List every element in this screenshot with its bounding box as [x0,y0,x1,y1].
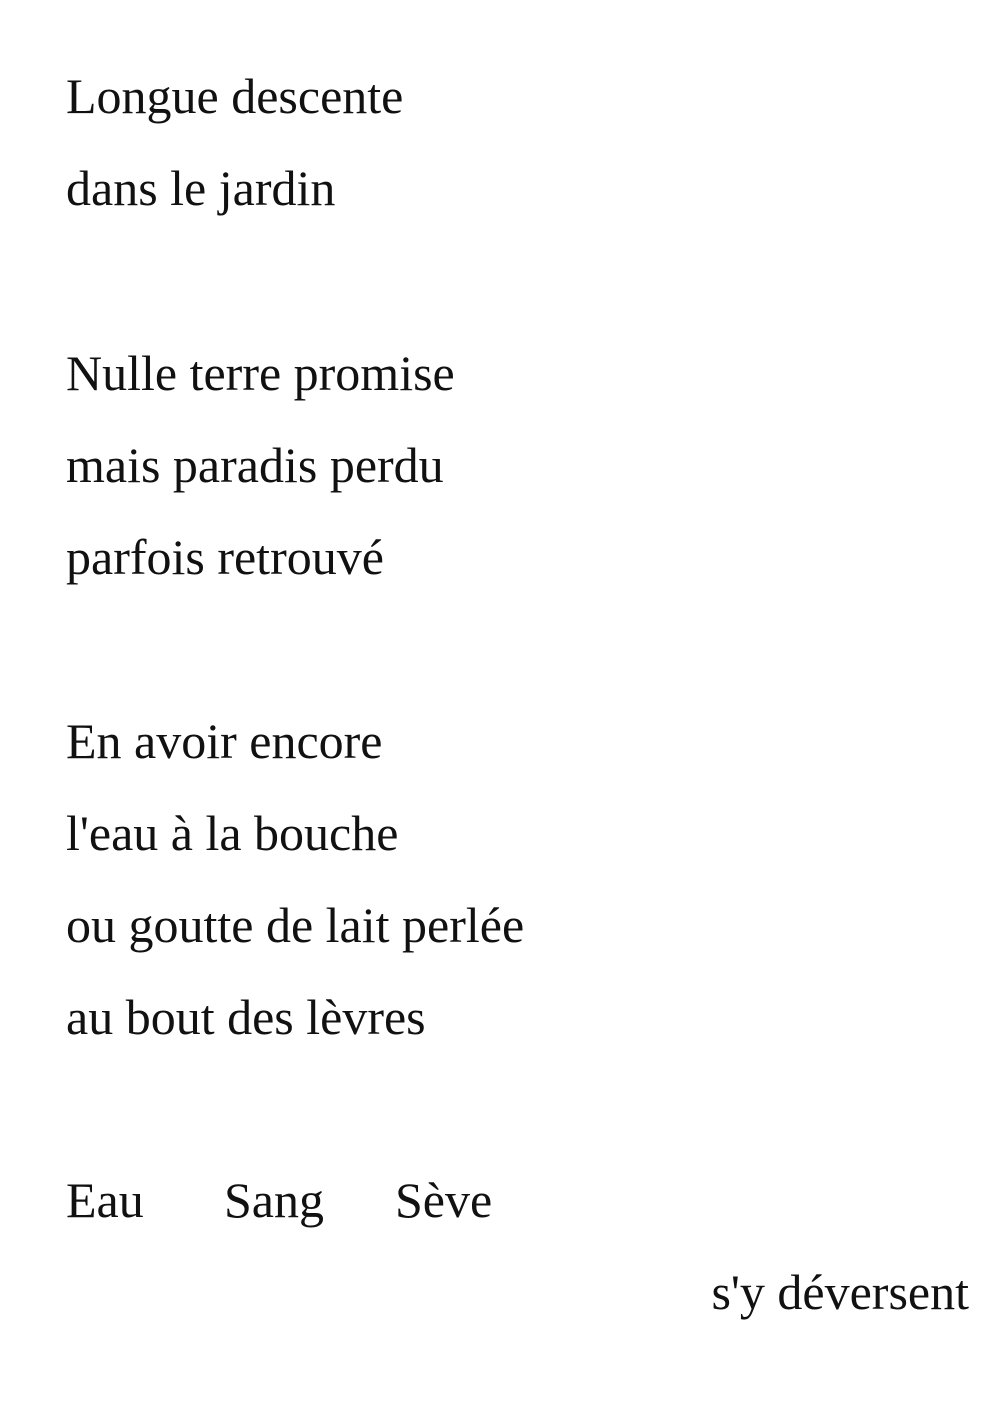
poem-line: En avoir encore [66,713,383,769]
poem-line: Nulle terre promise [66,345,455,401]
poem-line: l'eau à la bouche [66,805,399,861]
poem-line: au bout des lèvres [66,989,426,1045]
poem-line: mais paradis perdu [66,437,444,493]
poem-line: ou goutte de lait perlée [66,897,525,953]
poem-line: dans le jardin [66,160,336,216]
poem-closing-line: s'y déversent [711,1264,969,1320]
poem-line: Longue descente [66,68,404,124]
poem-word-eau: Eau [66,1172,144,1228]
poem-word-sang: Sang [224,1172,324,1228]
poem-word-seve: Sève [395,1172,493,1228]
poem-line: parfois retrouvé [66,529,384,585]
